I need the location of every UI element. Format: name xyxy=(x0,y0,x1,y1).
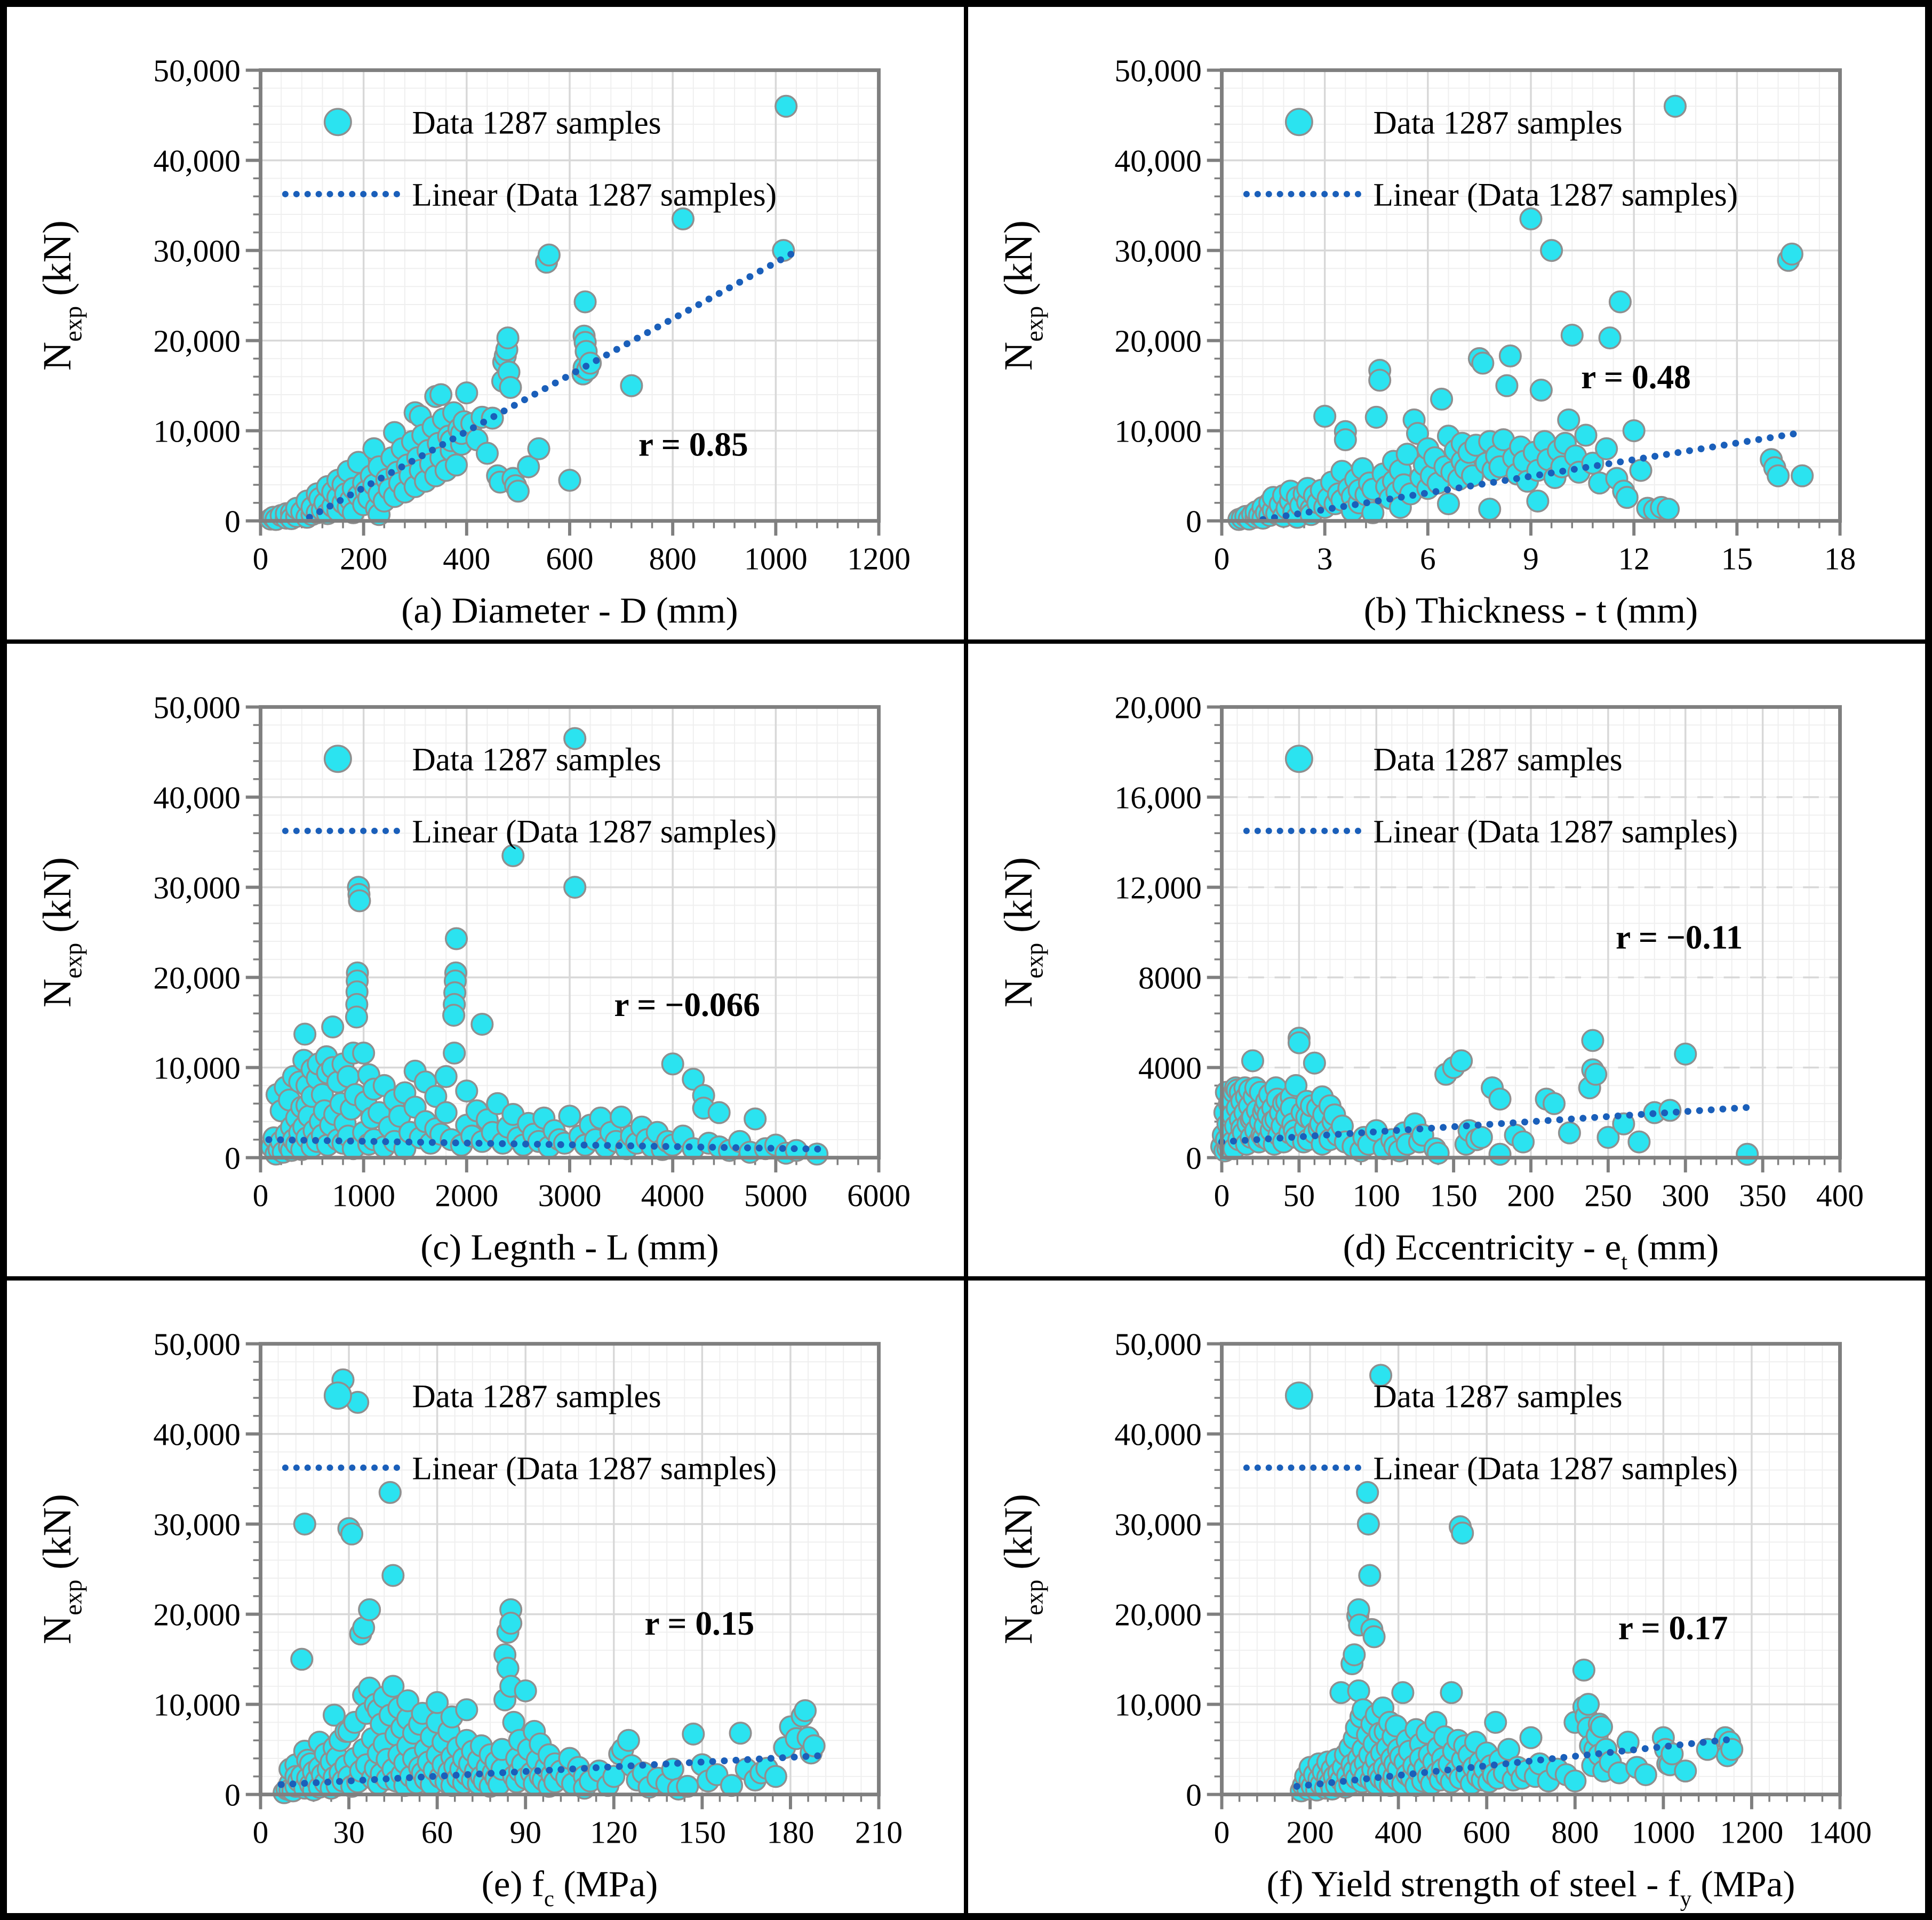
data-point xyxy=(1628,1131,1650,1153)
data-point xyxy=(1344,1644,1365,1666)
x-tick-label: 6000 xyxy=(847,1178,911,1213)
data-point xyxy=(1314,406,1336,427)
y-tick-label: 20,000 xyxy=(1114,690,1202,725)
y-tick-label: 0 xyxy=(225,1140,241,1176)
x-axis-title: (f) Yield strength of steel - $f_y$ (MPa) xyxy=(1266,1863,1795,1912)
data-point xyxy=(346,1006,368,1028)
x-tick-label: 600 xyxy=(546,541,594,577)
x-tick-label: 0 xyxy=(1214,1178,1230,1213)
data-point xyxy=(341,1523,363,1545)
legend-data-label: Data 1287 samples xyxy=(1373,105,1623,141)
data-point xyxy=(1665,95,1686,117)
chart-a-diameter xyxy=(7,7,964,639)
x-tick-label: 800 xyxy=(649,541,697,577)
x-tick-label: 5000 xyxy=(744,1178,808,1213)
x-tick-label: 0 xyxy=(1214,1814,1230,1850)
data-point xyxy=(1658,499,1679,520)
y-tick-label: 10,000 xyxy=(1114,1687,1202,1723)
data-point xyxy=(618,1730,640,1751)
x-tick-label: 0 xyxy=(252,1814,269,1850)
data-point xyxy=(1451,1050,1472,1071)
data-point xyxy=(1582,1030,1603,1051)
y-tick-label: 0 xyxy=(1186,503,1202,539)
y-tick-label: 20,000 xyxy=(153,960,241,996)
data-point xyxy=(379,1482,401,1503)
data-point xyxy=(621,375,642,396)
x-tick-label: 200 xyxy=(340,541,388,577)
x-tick-label: 12 xyxy=(1618,541,1650,577)
correlation-annotation: r = 0.85 xyxy=(638,426,748,463)
y-tick-label: 50,000 xyxy=(153,1326,241,1362)
data-point xyxy=(1564,1771,1586,1792)
y-tick-label: 10,000 xyxy=(153,1687,241,1723)
data-point xyxy=(382,1565,404,1586)
chart-f-yield-strength xyxy=(968,1281,1925,1913)
legend-linear-label: Linear (Data 1287 samples) xyxy=(412,177,777,213)
data-point xyxy=(1427,1142,1449,1164)
x-axis-title: (e) $f_c$ (MPa) xyxy=(481,1863,658,1912)
y-tick-label: 0 xyxy=(1186,1140,1202,1176)
correlation-annotation: r = 0.48 xyxy=(1581,358,1691,396)
y-tick-label: 30,000 xyxy=(1114,1507,1202,1542)
panel-b xyxy=(966,5,1927,642)
y-tick-label: 10,000 xyxy=(1114,413,1202,449)
x-tick-label: 4000 xyxy=(641,1178,705,1213)
legend-marker-icon xyxy=(1286,109,1313,135)
legend-data-label: Data 1287 samples xyxy=(412,105,661,141)
data-point xyxy=(1544,1093,1565,1114)
data-point xyxy=(1392,1682,1414,1703)
x-tick-label: 0 xyxy=(252,1178,269,1213)
y-axis-title: $N_{exp}$ (kN) xyxy=(35,220,87,371)
data-point xyxy=(1675,1761,1696,1782)
legend-marker-icon xyxy=(325,746,352,772)
data-point xyxy=(1496,375,1518,396)
y-tick-label: 20,000 xyxy=(153,323,241,359)
x-tick-label: 2000 xyxy=(435,1178,499,1213)
data-point xyxy=(765,1766,787,1787)
data-point xyxy=(1472,353,1494,374)
x-tick-label: 200 xyxy=(1286,1814,1334,1850)
chart-e-fc xyxy=(7,1281,964,1913)
x-tick-label: 60 xyxy=(421,1814,453,1850)
x-tick-label: 800 xyxy=(1551,1814,1599,1850)
x-tick-label: 0 xyxy=(252,541,269,577)
data-point xyxy=(477,443,498,464)
x-tick-label: 30 xyxy=(333,1814,365,1850)
data-point xyxy=(456,1699,477,1721)
data-point xyxy=(515,1681,536,1702)
data-point xyxy=(1599,327,1620,349)
data-point xyxy=(1559,1122,1580,1143)
data-point xyxy=(444,1043,465,1064)
data-point xyxy=(1541,240,1562,261)
y-axis-title: $N_{exp}$ (kN) xyxy=(996,220,1049,371)
x-tick-label: 50 xyxy=(1283,1178,1315,1213)
correlation-annotation: r = −0.066 xyxy=(614,986,760,1024)
y-tick-label: 30,000 xyxy=(1114,233,1202,269)
x-tick-label: 300 xyxy=(1662,1178,1710,1213)
y-tick-label: 40,000 xyxy=(153,143,241,179)
x-tick-label: 150 xyxy=(1430,1178,1478,1213)
legend-data-label: Data 1287 samples xyxy=(1373,741,1623,778)
y-axis-title: $N_{exp}$ (kN) xyxy=(996,1494,1049,1645)
y-tick-label: 8000 xyxy=(1138,960,1202,996)
data-point xyxy=(1574,1660,1595,1681)
data-point xyxy=(294,1514,315,1535)
data-point xyxy=(773,240,794,261)
y-tick-label: 20,000 xyxy=(1114,1597,1202,1633)
data-point xyxy=(430,384,452,405)
x-tick-label: 90 xyxy=(509,1814,541,1850)
data-point xyxy=(611,1107,632,1128)
legend-data-label: Data 1287 samples xyxy=(412,1378,661,1415)
correlation-annotation: r = 0.15 xyxy=(644,1605,755,1643)
data-point xyxy=(456,1081,477,1102)
y-tick-label: 40,000 xyxy=(1114,143,1202,179)
data-point xyxy=(1527,491,1548,512)
y-tick-label: 16,000 xyxy=(1114,780,1202,815)
data-point xyxy=(1768,465,1789,486)
y-tick-label: 40,000 xyxy=(153,1417,241,1452)
data-point xyxy=(1531,380,1552,401)
trend-line xyxy=(309,254,791,517)
data-point xyxy=(322,1017,344,1038)
x-tick-label: 120 xyxy=(590,1814,638,1850)
y-tick-label: 0 xyxy=(225,1777,241,1813)
panel-d xyxy=(966,642,1927,1278)
x-axis-title: (a) Diameter - D (mm) xyxy=(401,589,738,631)
y-tick-label: 30,000 xyxy=(153,233,241,269)
y-tick-label: 50,000 xyxy=(153,690,241,725)
data-point xyxy=(500,377,521,398)
legend-linear-label: Linear (Data 1287 samples) xyxy=(1373,813,1738,850)
data-point xyxy=(1591,1716,1612,1738)
data-point xyxy=(1561,325,1583,346)
y-tick-label: 40,000 xyxy=(153,780,241,815)
x-tick-label: 3000 xyxy=(538,1178,602,1213)
data-point xyxy=(564,877,586,898)
data-point xyxy=(291,1649,313,1670)
chart-b-thickness xyxy=(968,7,1925,639)
data-point xyxy=(1585,1064,1607,1085)
x-tick-label: 1200 xyxy=(1720,1814,1784,1850)
x-tick-label: 18 xyxy=(1824,541,1856,577)
data-point xyxy=(683,1724,704,1745)
data-point xyxy=(1366,407,1387,428)
data-point xyxy=(745,1108,766,1130)
x-tick-label: 1400 xyxy=(1808,1814,1872,1850)
panel-f xyxy=(966,1278,1927,1915)
data-point xyxy=(1737,1144,1758,1165)
data-point xyxy=(1782,244,1803,265)
legend-marker-icon xyxy=(1286,1382,1313,1409)
data-point xyxy=(446,928,467,949)
data-point xyxy=(1485,1712,1506,1733)
data-point xyxy=(528,438,549,460)
data-point xyxy=(708,1102,730,1123)
data-point xyxy=(1616,487,1638,508)
data-point xyxy=(1489,1089,1511,1110)
x-tick-label: 3 xyxy=(1316,541,1333,577)
data-point xyxy=(1304,1052,1326,1074)
legend-marker-icon xyxy=(325,109,352,135)
data-point xyxy=(1452,1523,1473,1544)
legend-linear-label: Linear (Data 1287 samples) xyxy=(1373,1450,1738,1487)
legend-data-label: Data 1287 samples xyxy=(1373,1378,1623,1415)
data-point xyxy=(1441,1682,1462,1703)
x-tick-label: 150 xyxy=(678,1814,726,1850)
x-tick-label: 15 xyxy=(1721,541,1753,577)
x-tick-label: 350 xyxy=(1739,1178,1787,1213)
data-point xyxy=(1500,346,1521,367)
y-tick-label: 50,000 xyxy=(1114,1326,1202,1362)
data-point xyxy=(1242,1050,1264,1071)
data-point xyxy=(1520,1727,1542,1748)
data-point xyxy=(472,1014,493,1035)
data-point xyxy=(730,1723,751,1744)
x-axis-title: (c) Legnth - L (mm) xyxy=(420,1226,719,1268)
data-point xyxy=(559,470,580,491)
data-point xyxy=(1623,420,1644,442)
correlation-annotation: r = −0.11 xyxy=(1615,918,1743,956)
data-point xyxy=(1335,429,1356,451)
x-axis-title: (d) Eccentricity - $e_t$ (mm) xyxy=(1343,1226,1719,1275)
legend-linear-label: Linear (Data 1287 samples) xyxy=(412,813,777,850)
x-tick-label: 100 xyxy=(1352,1178,1400,1213)
y-axis-title: $N_{exp}$ (kN) xyxy=(35,857,87,1008)
y-tick-label: 40,000 xyxy=(1114,1417,1202,1452)
legend-marker-icon xyxy=(1286,746,1313,772)
data-point xyxy=(559,1106,580,1127)
y-tick-label: 50,000 xyxy=(1114,53,1202,89)
data-point xyxy=(1558,410,1579,431)
x-tick-label: 400 xyxy=(1375,1814,1423,1850)
y-tick-label: 20,000 xyxy=(153,1597,241,1633)
panel-a xyxy=(5,5,966,642)
data-point xyxy=(508,481,529,502)
data-point xyxy=(456,382,477,404)
y-tick-label: 4000 xyxy=(1138,1050,1202,1086)
x-tick-label: 180 xyxy=(767,1814,815,1850)
data-point xyxy=(776,95,797,117)
legend-data-label: Data 1287 samples xyxy=(412,741,661,778)
y-tick-label: 12,000 xyxy=(1114,870,1202,906)
x-tick-label: 400 xyxy=(443,541,491,577)
y-axis-title: $N_{exp}$ (kN) xyxy=(35,1494,87,1645)
data-point xyxy=(1348,1681,1369,1702)
y-tick-label: 50,000 xyxy=(153,53,241,89)
x-tick-label: 600 xyxy=(1463,1814,1511,1850)
x-tick-label: 1000 xyxy=(332,1178,396,1213)
data-point xyxy=(435,1066,457,1087)
data-point xyxy=(435,1102,457,1123)
panel-c xyxy=(5,642,966,1278)
data-point xyxy=(1471,1127,1492,1148)
data-point xyxy=(574,291,596,313)
x-tick-label: 1200 xyxy=(847,541,911,577)
y-tick-label: 0 xyxy=(225,503,241,539)
y-tick-label: 30,000 xyxy=(153,870,241,906)
data-point xyxy=(1596,438,1617,460)
data-point xyxy=(1513,1131,1534,1153)
y-tick-label: 10,000 xyxy=(153,413,241,449)
data-point xyxy=(349,890,370,911)
data-point xyxy=(1610,291,1631,313)
data-point xyxy=(662,1053,683,1075)
x-tick-label: 0 xyxy=(1214,541,1230,577)
data-point xyxy=(1635,1764,1656,1786)
data-point xyxy=(539,244,560,266)
data-point xyxy=(1359,1565,1380,1586)
data-point xyxy=(359,1599,380,1620)
data-point xyxy=(1358,1514,1379,1535)
data-point xyxy=(1479,499,1500,520)
y-tick-label: 0 xyxy=(1186,1777,1202,1813)
x-tick-label: 250 xyxy=(1584,1178,1632,1213)
correlation-annotation: r = 0.17 xyxy=(1618,1609,1728,1647)
data-point xyxy=(443,1005,465,1026)
y-tick-label: 30,000 xyxy=(153,1507,241,1542)
data-point xyxy=(1578,1694,1599,1715)
legend-linear-label: Linear (Data 1287 samples) xyxy=(412,1450,777,1487)
data-point xyxy=(1363,1626,1385,1647)
data-point xyxy=(795,1700,816,1722)
data-point xyxy=(500,1613,522,1634)
data-point xyxy=(294,1023,316,1045)
data-point xyxy=(1675,1044,1696,1065)
x-tick-label: 210 xyxy=(855,1814,903,1850)
data-point xyxy=(497,327,518,349)
x-tick-label: 400 xyxy=(1816,1178,1864,1213)
legend-linear-label: Linear (Data 1287 samples) xyxy=(1373,177,1738,213)
x-tick-label: 6 xyxy=(1419,541,1436,577)
legend-marker-icon xyxy=(325,1382,352,1409)
x-axis-title: (b) Thickness - t (mm) xyxy=(1363,589,1698,631)
y-tick-label: 10,000 xyxy=(153,1050,241,1086)
data-point xyxy=(1431,389,1452,410)
x-tick-label: 200 xyxy=(1507,1178,1555,1213)
y-tick-label: 20,000 xyxy=(1114,323,1202,359)
data-point xyxy=(1289,1032,1310,1053)
data-point xyxy=(1438,493,1459,515)
data-point xyxy=(353,1043,374,1064)
y-axis-title: $N_{exp}$ (kN) xyxy=(996,857,1049,1008)
x-tick-label: 1000 xyxy=(744,541,808,577)
chart-d-eccentricity xyxy=(968,644,1925,1276)
x-tick-label: 1000 xyxy=(1631,1814,1695,1850)
panel-e xyxy=(5,1278,966,1915)
data-point xyxy=(1489,1144,1511,1165)
x-tick-label: 9 xyxy=(1523,541,1539,577)
chart-c-length xyxy=(7,644,964,1276)
data-point xyxy=(1792,465,1813,486)
data-point xyxy=(1575,425,1596,446)
data-point xyxy=(446,454,467,476)
data-point xyxy=(1369,370,1391,391)
